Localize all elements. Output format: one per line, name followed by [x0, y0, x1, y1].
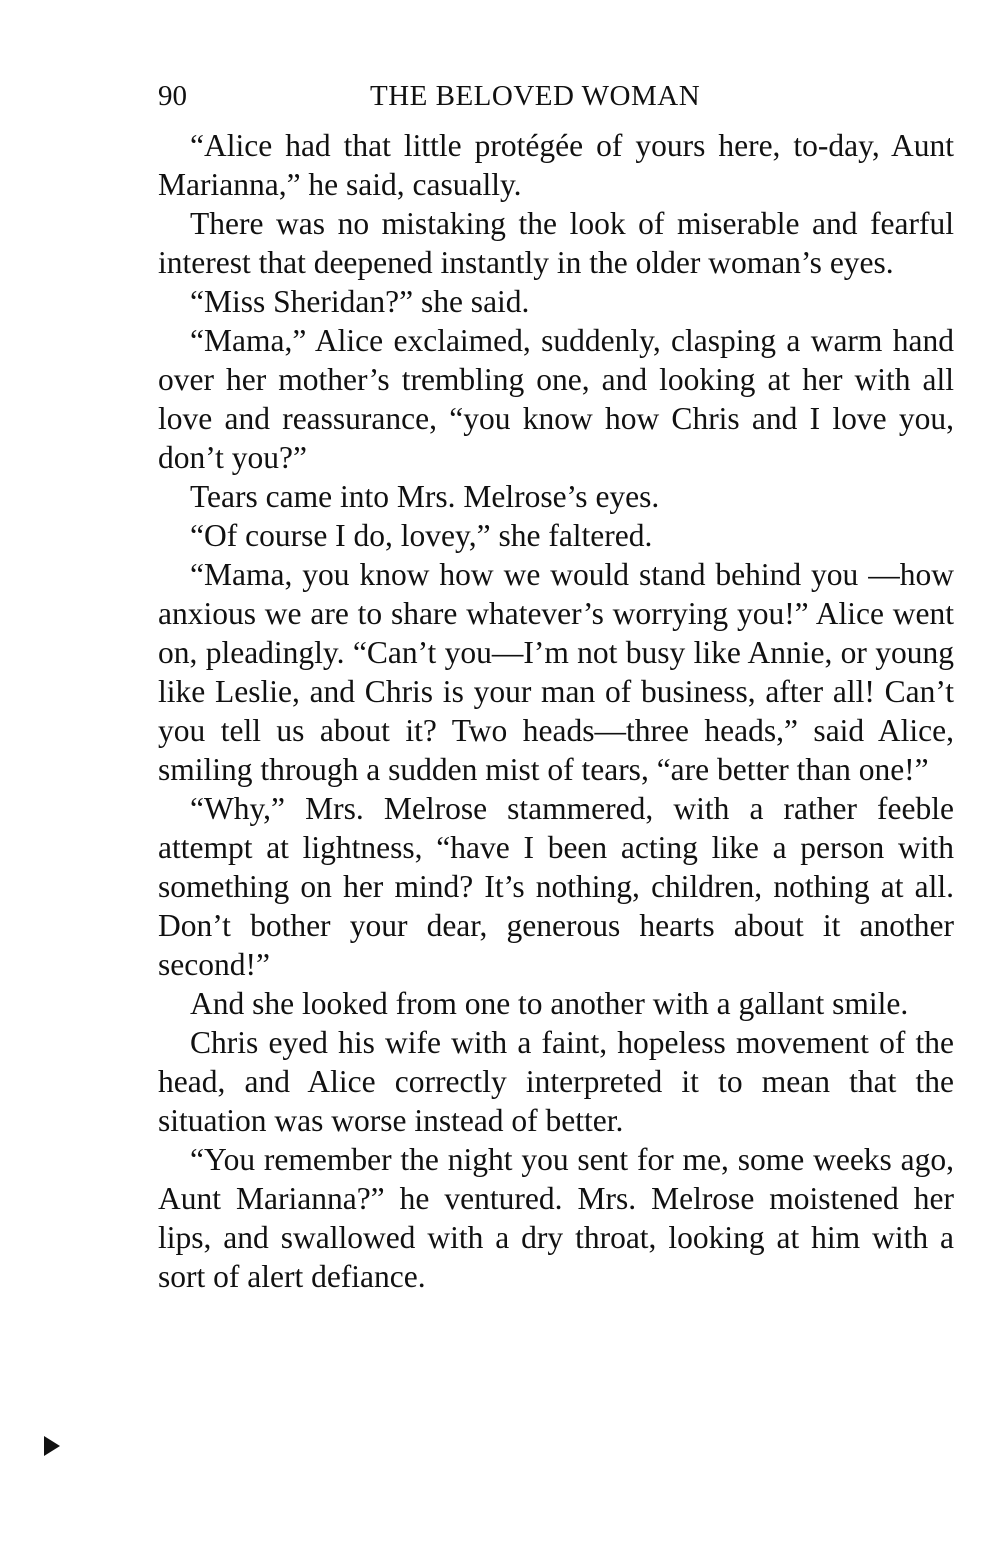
- paragraph: There was no mistaking the look of miserable and fearful interest that deepened instantly in the older woman’s eyes.: [158, 206, 954, 280]
- running-title: THE BELOVED WOMAN: [370, 80, 701, 112]
- running-head: [158, 76, 954, 116]
- paragraph: Chris eyed his wife with a faint, hopeless movement of the head, and Alice correctly interpreted it to mean that the situation was worse instead of better.: [158, 1025, 954, 1138]
- paragraph: “Why,” Mrs. Melrose stammered, with a rather feeble attempt at lightness, “have I been acting like a person with something on her mind? It’s nothing, children, nothing at all. Don’t bother your dear, generous hearts about it another second!”: [158, 791, 954, 982]
- paragraph: “You remember the night you sent for me, some weeks ago, Aunt Marianna?” he ventured. Mrs. Melrose moistened her lips, and swallowed with a dry throat, looking at him with a sort of alert defiance.: [158, 1142, 954, 1294]
- triangle-mark-icon: [44, 1436, 60, 1456]
- paragraph: “Mama, you know how we would stand behind you —how anxious we are to share whatever’s worrying you!” Alice went on, pleadingly. “Can’t you—I’m not busy like Annie, or young like Leslie, and Chris is your man of business, after all! Can’t you tell us about it? Two heads—three heads,” said Alice, smiling through a sudden mist of tears, “are better than one!”: [158, 557, 954, 787]
- paragraph: “Alice had that little protégée of yours here, to-day, Aunt Marianna,” he said, casually.: [158, 128, 954, 202]
- paragraph: Tears came into Mrs. Melrose’s eyes.: [190, 479, 660, 514]
- paragraph: “Mama,” Alice exclaimed, suddenly, clasping a warm hand over her mother’s trembling one, and looking at her with all love and reassurance, “you know how Chris and I love you, don’t you?”: [158, 323, 954, 475]
- paragraph: “Of course I do, lovey,” she faltered.: [190, 518, 653, 553]
- paragraph: And she looked from one to another with a gallant smile.: [190, 986, 909, 1021]
- page-number: 90: [158, 80, 187, 112]
- paragraph: “Miss Sheridan?” she said.: [190, 284, 530, 319]
- body-text: [158, 126, 954, 1296]
